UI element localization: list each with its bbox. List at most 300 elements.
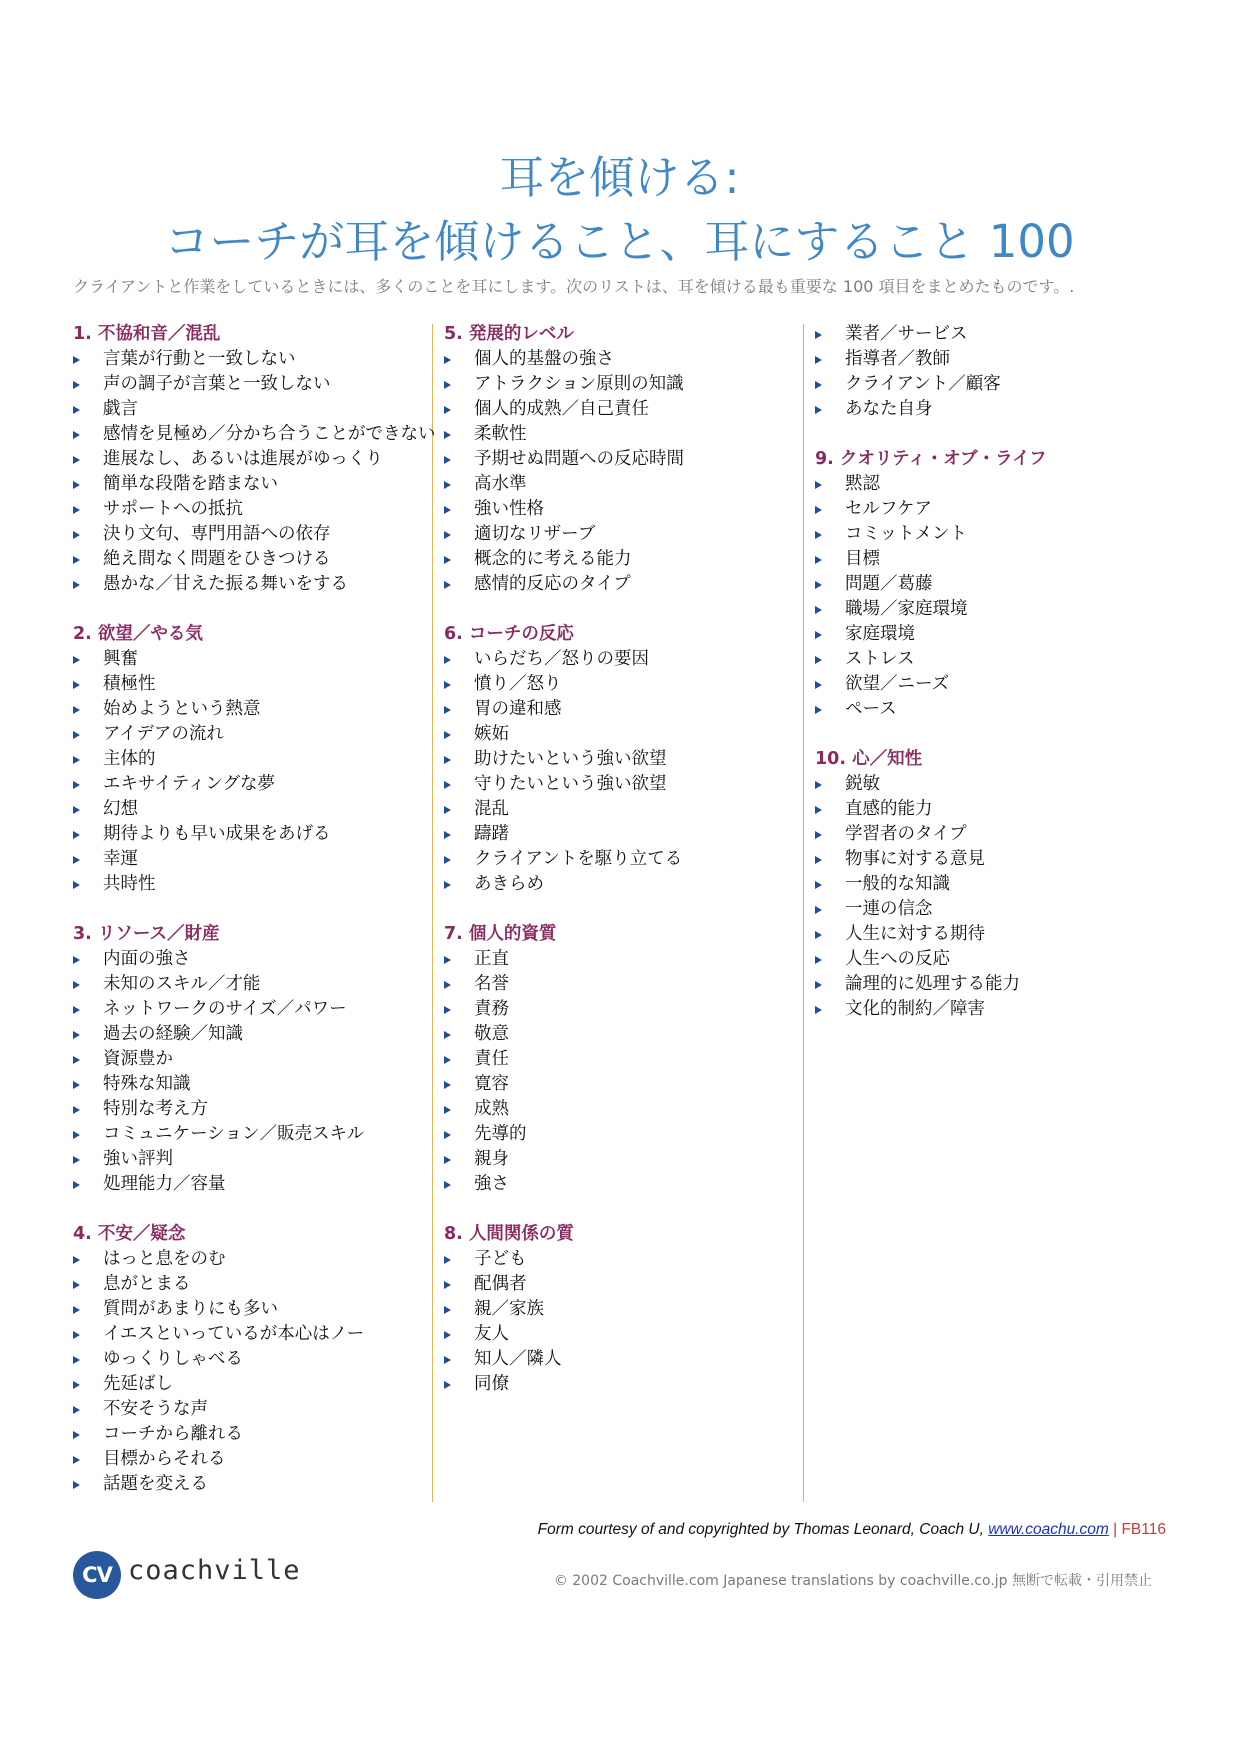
- triangle-bullet-icon: [73, 756, 80, 764]
- list-item: [444, 847, 794, 872]
- list-item: [444, 1347, 794, 1372]
- page-title-line2: コーチが耳を傾けること、耳にすること 100: [164, 215, 1075, 268]
- triangle-bullet-icon: [444, 1331, 451, 1339]
- triangle-bullet-icon: [815, 806, 822, 814]
- list-item: [444, 497, 794, 522]
- triangle-bullet-icon: [444, 781, 451, 789]
- list-item-text: 寛容: [474, 1074, 509, 1094]
- list-item: [73, 1347, 423, 1372]
- triangle-bullet-icon: [815, 931, 822, 939]
- list-item-text: 敬意: [474, 1024, 509, 1044]
- list-item: [815, 497, 1165, 522]
- list-item: [444, 397, 794, 422]
- list-item: [444, 1122, 794, 1147]
- triangle-bullet-icon: [73, 806, 80, 814]
- triangle-bullet-icon: [444, 656, 451, 664]
- list-item-text: 憤り／怒り: [474, 674, 562, 694]
- page-title-line1: 耳を傾ける:: [499, 151, 740, 204]
- list-item-text: 論理的に処理する能力: [845, 974, 1020, 994]
- list-item: [73, 1247, 423, 1272]
- list-item-text: いらだち／怒りの要因: [474, 649, 649, 669]
- list-section: [444, 622, 794, 897]
- column-2: [444, 322, 794, 1422]
- list-item-text: 資源豊か: [103, 1049, 173, 1069]
- triangle-bullet-icon: [73, 1006, 80, 1014]
- list-item: [815, 572, 1165, 597]
- triangle-bullet-icon: [815, 556, 822, 564]
- list-item: [444, 872, 794, 897]
- list-item: [815, 897, 1165, 922]
- triangle-bullet-icon: [444, 806, 451, 814]
- triangle-bullet-icon: [444, 581, 451, 589]
- list-item: [444, 572, 794, 597]
- list-item: [444, 772, 794, 797]
- list-item-text: 文化的制約／障害: [845, 999, 985, 1019]
- list-item: [815, 972, 1165, 997]
- list-item-text: 感情的反応のタイプ: [474, 574, 631, 594]
- triangle-bullet-icon: [815, 481, 822, 489]
- triangle-bullet-icon: [444, 981, 451, 989]
- item-list: [73, 947, 423, 1197]
- triangle-bullet-icon: [73, 1131, 80, 1139]
- column-1: [73, 322, 436, 1522]
- triangle-bullet-icon: [73, 1306, 80, 1314]
- list-item-text: 積極性: [103, 674, 156, 694]
- triangle-bullet-icon: [815, 356, 822, 364]
- item-list: [815, 472, 1165, 722]
- triangle-bullet-icon: [815, 881, 822, 889]
- courtesy-text: Form courtesy of and copyrighted by Thomas Leonard, Coach U,: [537, 1521, 989, 1538]
- list-item-text: 先導的: [474, 1124, 527, 1144]
- list-item: [73, 522, 423, 547]
- item-list: [444, 647, 794, 897]
- list-item: [73, 772, 423, 797]
- triangle-bullet-icon: [73, 1431, 80, 1439]
- list-item: [444, 1172, 794, 1197]
- triangle-bullet-icon: [73, 731, 80, 739]
- triangle-bullet-icon: [73, 1281, 80, 1289]
- list-item: [815, 472, 1165, 497]
- list-item: [444, 822, 794, 847]
- list-item-text: 特殊な知識: [103, 1074, 191, 1094]
- list-item: [73, 422, 436, 447]
- list-item-text: エキサイティングな夢: [103, 774, 276, 794]
- cv-logo-mark: CV: [73, 1551, 121, 1599]
- triangle-bullet-icon: [444, 381, 451, 389]
- list-item-text: アイデアの流れ: [103, 724, 224, 744]
- list-item-text: ストレス: [845, 649, 915, 669]
- triangle-bullet-icon: [73, 1106, 80, 1114]
- list-item-text: 戯言: [103, 399, 138, 419]
- list-item: [815, 822, 1165, 847]
- list-item: [444, 1247, 794, 1272]
- section-heading: 2. 欲望／やる気: [73, 624, 203, 644]
- triangle-bullet-icon: [444, 531, 451, 539]
- list-item-text: 過去の経験／知識: [103, 1024, 243, 1044]
- list-item-text: 柔軟性: [474, 424, 527, 444]
- list-item: [73, 872, 423, 897]
- list-item: [815, 647, 1165, 672]
- list-item-text: 個人的成熟／自己責任: [474, 399, 649, 419]
- section-heading: 3. リソース／財産: [73, 924, 220, 944]
- list-item-text: あなた自身: [845, 399, 933, 419]
- list-item-text: 息がとまる: [103, 1274, 191, 1294]
- list-item: [73, 1372, 423, 1397]
- section-heading: 1. 不協和音／混乱: [73, 324, 221, 344]
- list-item: [815, 797, 1165, 822]
- list-item: [444, 422, 794, 447]
- coachville-logo: [73, 1551, 333, 1603]
- triangle-bullet-icon: [73, 581, 80, 589]
- list-section: [815, 747, 1165, 1022]
- list-item: [444, 447, 794, 472]
- list-item-text: 内面の強さ: [103, 949, 191, 969]
- triangle-bullet-icon: [73, 481, 80, 489]
- list-item-text: ゆっくりしゃべる: [103, 1349, 243, 1369]
- triangle-bullet-icon: [815, 656, 822, 664]
- list-item: [444, 747, 794, 772]
- triangle-bullet-icon: [815, 706, 822, 714]
- list-item-text: クライアントを駆り立てる: [474, 849, 683, 869]
- item-list: [815, 772, 1165, 1022]
- list-item-text: ネットワークのサイズ／パワー: [103, 999, 347, 1019]
- list-item: [73, 1097, 423, 1122]
- triangle-bullet-icon: [73, 356, 80, 364]
- list-item-text: 幸運: [103, 849, 138, 869]
- list-item-text: 幻想: [103, 799, 138, 819]
- list-section: [444, 922, 794, 1197]
- list-item: [444, 1072, 794, 1097]
- triangle-bullet-icon: [815, 831, 822, 839]
- list-item: [815, 922, 1165, 947]
- list-item: [73, 997, 423, 1022]
- triangle-bullet-icon: [73, 1481, 80, 1489]
- list-item-text: 親／家族: [474, 1299, 544, 1319]
- list-item: [815, 522, 1165, 547]
- list-item-text: 進展なし、あるいは進展がゆっくり: [103, 449, 383, 469]
- list-item-text: セルフケア: [845, 499, 932, 519]
- item-list: [73, 647, 423, 897]
- list-item-text: 共時性: [103, 874, 156, 894]
- triangle-bullet-icon: [73, 506, 80, 514]
- triangle-bullet-icon: [815, 681, 822, 689]
- list-item-text: 先延ばし: [103, 1374, 173, 1394]
- triangle-bullet-icon: [444, 681, 451, 689]
- list-item-text: 一般的な知識: [845, 874, 950, 894]
- triangle-bullet-icon: [444, 456, 451, 464]
- list-item-text: 黙認: [845, 474, 880, 494]
- list-item-text: 声の調子が言葉と一致しない: [103, 374, 331, 394]
- list-item-text: 混乱: [474, 799, 509, 819]
- item-list: [73, 1247, 423, 1497]
- triangle-bullet-icon: [444, 431, 451, 439]
- list-item-text: 親身: [474, 1149, 509, 1169]
- triangle-bullet-icon: [444, 1181, 451, 1189]
- list-item-text: 助けたいという強い欲望: [474, 749, 667, 769]
- triangle-bullet-icon: [73, 456, 80, 464]
- list-item-text: イエスといっているが本心はノー: [103, 1324, 365, 1344]
- list-item-text: アトラクション原則の知識: [474, 374, 684, 394]
- list-item-text: 予期せぬ問題への反応時間: [474, 449, 684, 469]
- item-list: [73, 347, 436, 597]
- list-item: [444, 1322, 794, 1347]
- list-item-text: 決り文句、専門用語への依存: [103, 524, 331, 544]
- triangle-bullet-icon: [444, 881, 451, 889]
- list-section: [444, 322, 794, 597]
- list-item: [73, 1122, 423, 1147]
- triangle-bullet-icon: [815, 606, 822, 614]
- list-item-text: コーチから離れる: [103, 1424, 243, 1444]
- triangle-bullet-icon: [444, 406, 451, 414]
- section-heading: 4. 不安／疑念: [73, 1224, 186, 1244]
- list-item: [444, 1272, 794, 1297]
- triangle-bullet-icon: [444, 1256, 451, 1264]
- list-item: [73, 347, 423, 372]
- column-divider: [803, 324, 804, 1502]
- list-item: [73, 1422, 423, 1447]
- column-divider: [432, 324, 433, 1502]
- list-item-text: 直感的能力: [845, 799, 933, 819]
- list-item-text: 嫉妬: [474, 724, 509, 744]
- list-item-text: 質問があまりにも多い: [103, 1299, 278, 1319]
- triangle-bullet-icon: [73, 681, 80, 689]
- column-3: [815, 322, 1165, 1047]
- list-item: [73, 797, 423, 822]
- list-section: [73, 622, 423, 897]
- list-item: [73, 1397, 423, 1422]
- triangle-bullet-icon: [444, 506, 451, 514]
- triangle-bullet-icon: [73, 1331, 80, 1339]
- triangle-bullet-icon: [815, 856, 822, 864]
- triangle-bullet-icon: [73, 1256, 80, 1264]
- item-list: [444, 947, 794, 1197]
- list-section: [444, 1222, 794, 1397]
- list-item-text: 家庭環境: [845, 624, 915, 644]
- triangle-bullet-icon: [815, 781, 822, 789]
- triangle-bullet-icon: [73, 1381, 80, 1389]
- list-item: [815, 397, 1165, 422]
- list-item: [73, 1272, 423, 1297]
- list-item: [73, 947, 423, 972]
- list-item: [815, 547, 1165, 572]
- triangle-bullet-icon: [444, 756, 451, 764]
- list-item-text: 守りたいという強い欲望: [474, 774, 667, 794]
- list-item: [444, 1297, 794, 1322]
- list-item: [73, 572, 423, 597]
- list-item: [815, 947, 1165, 972]
- section-heading: 5. 発展的レベル: [444, 324, 574, 344]
- list-item-text: 胃の違和感: [474, 699, 562, 719]
- list-item-text: 個人的基盤の強さ: [474, 349, 614, 369]
- list-item-text: 適切なリザーブ: [474, 524, 596, 544]
- courtesy-separator: |: [1108, 1521, 1122, 1538]
- triangle-bullet-icon: [73, 781, 80, 789]
- list-item-text: 業者／サービス: [845, 324, 968, 344]
- list-item-text: 鋭敏: [845, 774, 880, 794]
- triangle-bullet-icon: [815, 331, 822, 339]
- section-heading: 6. コーチの反応: [444, 624, 574, 644]
- triangle-bullet-icon: [73, 656, 80, 664]
- triangle-bullet-icon: [444, 956, 451, 964]
- triangle-bullet-icon: [815, 406, 822, 414]
- list-item: [73, 1322, 423, 1347]
- triangle-bullet-icon: [444, 556, 451, 564]
- list-item-text: クライアント／顧客: [845, 374, 1001, 394]
- section-heading: 8. 人間関係の質: [444, 1224, 574, 1244]
- triangle-bullet-icon: [73, 406, 80, 414]
- list-item-text: 名誉: [474, 974, 509, 994]
- list-item-text: 子ども: [474, 1249, 527, 1269]
- list-item-text: 責務: [474, 999, 509, 1019]
- intro-text: クライアントと作業をしているときには、多くのことを耳にします。次のリストは、耳を傾ける最も重要な 100 項目をまとめたものです。.: [73, 277, 1075, 296]
- list-item: [73, 547, 423, 572]
- list-item: [73, 697, 423, 722]
- triangle-bullet-icon: [815, 381, 822, 389]
- triangle-bullet-icon: [73, 981, 80, 989]
- list-item: [73, 672, 423, 697]
- list-item: [444, 347, 794, 372]
- coachu-link[interactable]: www.coachu.com: [988, 1521, 1109, 1538]
- triangle-bullet-icon: [444, 481, 451, 489]
- triangle-bullet-icon: [444, 1381, 451, 1389]
- list-item-text: 興奮: [103, 649, 138, 669]
- list-item-text: 主体的: [103, 749, 156, 769]
- list-item: [73, 822, 423, 847]
- list-item: [444, 672, 794, 697]
- triangle-bullet-icon: [73, 1406, 80, 1414]
- triangle-bullet-icon: [444, 1081, 451, 1089]
- list-item-text: はっと息をのむ: [103, 1249, 226, 1269]
- triangle-bullet-icon: [444, 1006, 451, 1014]
- list-item-text: 物事に対する意見: [845, 849, 985, 869]
- list-item-text: 躊躇: [474, 824, 509, 844]
- list-item: [444, 522, 794, 547]
- list-item: [73, 397, 423, 422]
- triangle-bullet-icon: [444, 1131, 451, 1139]
- triangle-bullet-icon: [73, 831, 80, 839]
- list-item: [444, 697, 794, 722]
- list-item-text: 不安そうな声: [103, 1399, 208, 1419]
- list-item-text: 強い評判: [103, 1149, 173, 1169]
- triangle-bullet-icon: [73, 1081, 80, 1089]
- list-item-text: 高水準: [474, 474, 527, 494]
- list-item-text: 欲望／ニーズ: [845, 674, 950, 694]
- list-item: [444, 547, 794, 572]
- list-item: [444, 472, 794, 497]
- list-section: [815, 447, 1165, 722]
- triangle-bullet-icon: [73, 1356, 80, 1364]
- list-item: [815, 622, 1165, 647]
- list-item-text: 目標からそれる: [103, 1449, 226, 1469]
- list-item-text: サポートへの抵抗: [103, 499, 243, 519]
- section-heading: 7. 個人的資質: [444, 924, 557, 944]
- triangle-bullet-icon: [815, 531, 822, 539]
- triangle-bullet-icon: [73, 531, 80, 539]
- list-item-text: 強い性格: [474, 499, 544, 519]
- list-item: [444, 797, 794, 822]
- triangle-bullet-icon: [815, 581, 822, 589]
- list-item: [815, 872, 1165, 897]
- list-item-text: 愚かな／甘えた振る舞いをする: [103, 574, 348, 594]
- list-item-text: 同僚: [474, 1374, 509, 1394]
- copyright-notice: © 2002 Coachville.com Japanese translations by coachville.co.jp 無断で転載・引用禁止: [553, 1573, 1152, 1589]
- triangle-bullet-icon: [444, 1356, 451, 1364]
- list-item-text: 感情を見極め／分かち合うことができない: [103, 424, 436, 444]
- triangle-bullet-icon: [73, 881, 80, 889]
- triangle-bullet-icon: [815, 956, 822, 964]
- triangle-bullet-icon: [444, 1281, 451, 1289]
- list-item: [444, 1047, 794, 1072]
- form-code: FB116: [1121, 1521, 1166, 1538]
- logo-wordmark: coachville: [128, 1555, 301, 1586]
- triangle-bullet-icon: [815, 906, 822, 914]
- list-item: [444, 722, 794, 747]
- list-item: [815, 772, 1165, 797]
- list-item-text: 配偶者: [474, 1274, 527, 1294]
- list-item: [73, 847, 423, 872]
- list-item: [815, 997, 1165, 1022]
- triangle-bullet-icon: [444, 731, 451, 739]
- list-item-text: 人生に対する期待: [845, 924, 985, 944]
- list-item-text: 一連の信念: [845, 899, 933, 919]
- list-item-text: 目標: [845, 549, 880, 569]
- list-item-text: 始めようという熱意: [103, 699, 261, 719]
- list-item: [815, 597, 1165, 622]
- triangle-bullet-icon: [73, 1456, 80, 1464]
- section-heading: 9. クオリティ・オブ・ライフ: [815, 449, 1047, 469]
- item-list: [444, 1247, 794, 1397]
- list-item-text: 期待よりも早い成果をあげる: [103, 824, 331, 844]
- list-item-text: 処理能力／容量: [103, 1174, 226, 1194]
- triangle-bullet-icon: [73, 556, 80, 564]
- list-item-text: 正直: [474, 949, 509, 969]
- triangle-bullet-icon: [444, 1031, 451, 1039]
- triangle-bullet-icon: [444, 1056, 451, 1064]
- list-item: [73, 1172, 423, 1197]
- list-section: [815, 322, 1165, 422]
- list-item-text: 強さ: [474, 1174, 509, 1194]
- triangle-bullet-icon: [815, 1006, 822, 1014]
- list-item: [73, 1147, 423, 1172]
- triangle-bullet-icon: [73, 956, 80, 964]
- list-item: [73, 1022, 423, 1047]
- triangle-bullet-icon: [73, 1156, 80, 1164]
- item-list: [444, 347, 794, 597]
- triangle-bullet-icon: [444, 1156, 451, 1164]
- list-item-text: 責任: [474, 1049, 509, 1069]
- list-item-text: 友人: [474, 1324, 509, 1344]
- triangle-bullet-icon: [73, 856, 80, 864]
- list-item-text: 言葉が行動と一致しない: [103, 349, 296, 369]
- list-item: [444, 997, 794, 1022]
- list-item: [73, 722, 423, 747]
- list-item: [73, 647, 423, 672]
- list-item-text: 概念的に考える能力: [474, 549, 632, 569]
- list-item: [73, 447, 423, 472]
- triangle-bullet-icon: [444, 1306, 451, 1314]
- list-item: [444, 1372, 794, 1397]
- triangle-bullet-icon: [73, 431, 80, 439]
- list-section: [73, 322, 436, 597]
- list-item-text: 指導者／教師: [845, 349, 950, 369]
- list-item: [815, 697, 1165, 722]
- list-section: [73, 1222, 423, 1497]
- list-item: [815, 672, 1165, 697]
- list-item: [444, 947, 794, 972]
- list-item: [444, 1022, 794, 1047]
- triangle-bullet-icon: [444, 1106, 451, 1114]
- triangle-bullet-icon: [815, 506, 822, 514]
